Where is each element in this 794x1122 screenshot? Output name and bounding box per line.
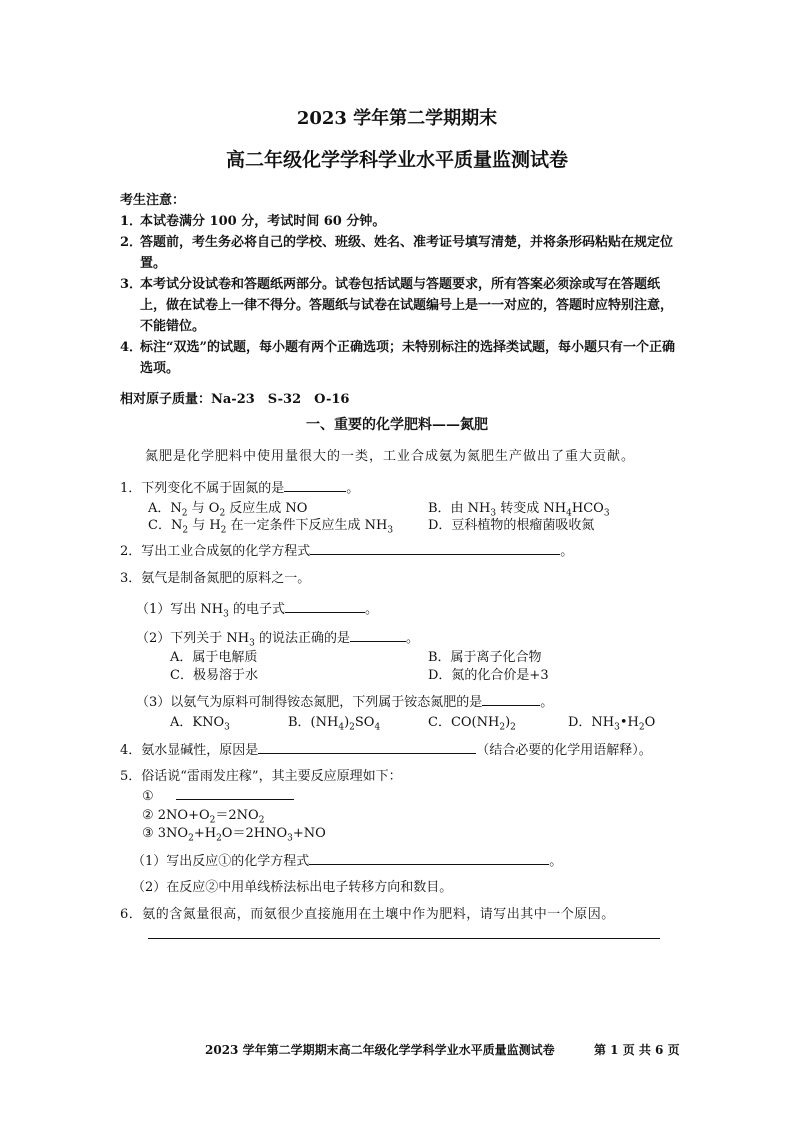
- q1-option-a: A．$N_2$ 与 $O_2$ 反应生成 NO: [148, 501, 308, 519]
- punctuation: 。: [560, 544, 574, 559]
- atomic-mass-line: 相对原子质量：Na-23 S-32 O-16: [120, 392, 350, 407]
- section-title: 一、重要的化学肥料——氮肥: [306, 417, 488, 433]
- question-5-stem: 5．俗话说“雷雨发庄稼”，其主要反应原理如下：: [120, 769, 402, 784]
- question-2-stem: [120, 541, 573, 561]
- answer-blank: [310, 541, 560, 555]
- question-3-part-3: （3）以氨气为原料可制得铵态氮肥，下列属于铵态氮肥的是 。: [136, 692, 553, 712]
- answer-blank: [285, 599, 365, 613]
- answer-blank: [482, 692, 540, 706]
- note-number: 3．: [120, 277, 143, 292]
- note-number: 2．: [120, 235, 143, 250]
- answer-blank: [309, 851, 549, 865]
- question-text: 4．氨水显碱性，原因是: [120, 743, 259, 758]
- candidate-notes: [120, 190, 680, 379]
- question-text: 1．下列变化不属于固氮的是: [120, 481, 285, 496]
- question-text: 2．写出工业合成氨的化学方程式: [120, 544, 311, 559]
- question-5-part-2: （2）在反应②中用单线桥法标出电子转移方向和数目。: [132, 880, 453, 895]
- note-text: 本考试分设试卷和答题纸两部分。试卷包括试题与答题要求，所有答案必须涂或写在答题纸上，做在试卷上一律不得分。答题纸与试卷在试题编号上是一一对应的，答题时应特别注意，不能错位。: [140, 277, 674, 334]
- q3-2-option-d: D．氮的化合价是+3: [428, 668, 549, 683]
- note-text: 本试卷满分 100 分，考试时间 60 分钟。: [140, 214, 386, 229]
- q3-3-option-a: A．$KNO_3$: [170, 715, 230, 733]
- note-item: [120, 232, 680, 274]
- q3-2-option-c: C．极易溶于水: [170, 668, 258, 683]
- question-6-stem: 6．氨的含氮量很高，而氨很少直接施用在土壤中作为肥料，请写出其中一个原因。: [120, 907, 615, 922]
- question-1-stem: [120, 478, 359, 498]
- notes-heading: 考生注意：: [120, 193, 186, 208]
- reaction-3: ③ $3NO_2+H_2O=2HNO_3+NO$: [142, 826, 326, 844]
- question-text-tail: （结合必要的化学用语解释）。: [476, 743, 652, 758]
- q3-2-option-a: A．属于电解质: [170, 650, 258, 665]
- q3-2-option-b: B．属于离子化合物: [428, 650, 542, 665]
- note-text: 答题前，考生务必将自己的学校、班级、姓名、准考证号填写清楚，并将条形码粘贴在规定位置。: [140, 235, 674, 271]
- q1-option-b: B．由 $NH_3$ 转变成 $NH_4HCO_3$: [428, 501, 610, 519]
- reaction-2: ② $2NO+O_2=2NO_2$: [142, 808, 265, 826]
- q3-3-option-c: C．$CO(NH_2)_2$: [428, 715, 516, 733]
- q3-3-option-b: B．$(NH_4)_2SO_4$: [288, 715, 381, 733]
- exam-title-term: 2023 学年第二学期期末: [296, 108, 498, 129]
- note-text: 标注“双选”的试题，每小题有两个正确选项；未特别标注的选择类试题，每小题只有一个正确选项。: [140, 340, 675, 376]
- q1-option-d: D．豆科植物的根瘤菌吸收氮: [428, 518, 595, 533]
- note-item: [120, 337, 680, 379]
- section-intro: 氮肥是化学肥料中使用量很大的一类，工业合成氨为氮肥生产做出了重大贡献。: [145, 449, 636, 464]
- note-number: 4．: [120, 340, 143, 355]
- question-4-stem: [120, 740, 652, 760]
- footer-title: 2023 学年第二学期期末高二年级化学学科学业水平质量监测试卷: [205, 1043, 555, 1057]
- answer-blank: [176, 786, 294, 800]
- q3-3-option-d: D．$NH_3•H_2O$: [568, 715, 656, 733]
- note-item: [120, 274, 680, 337]
- answer-blank: [350, 628, 406, 642]
- note-number: 1．: [120, 214, 143, 229]
- reaction-1: ①: [142, 786, 294, 804]
- answer-blank: [258, 740, 476, 754]
- note-item: [120, 211, 680, 232]
- q1-option-c: C．$N_2$ 与 $H_2$ 在一定条件下反应生成 $NH_3$: [148, 518, 394, 536]
- question-3-stem: 3．氨气是制备氮肥的原料之一。: [120, 571, 311, 586]
- answer-blank: [284, 478, 346, 492]
- question-3-part-1: （1）写出 $NH_3$ 的电子式 。: [136, 599, 378, 624]
- question-5-part-1: （1）写出反应①的化学方程式 。: [132, 851, 562, 871]
- exam-title-main: 高二年级化学学科学业水平质量监测试卷: [225, 149, 568, 171]
- footer-page-number: 第 1 页 共 6 页: [594, 1043, 680, 1057]
- answer-line: [148, 938, 660, 939]
- question-3-part-2: （2）下列关于 $NH_3$ 的说法正确的是 。: [136, 628, 419, 653]
- punctuation: 。: [346, 481, 360, 496]
